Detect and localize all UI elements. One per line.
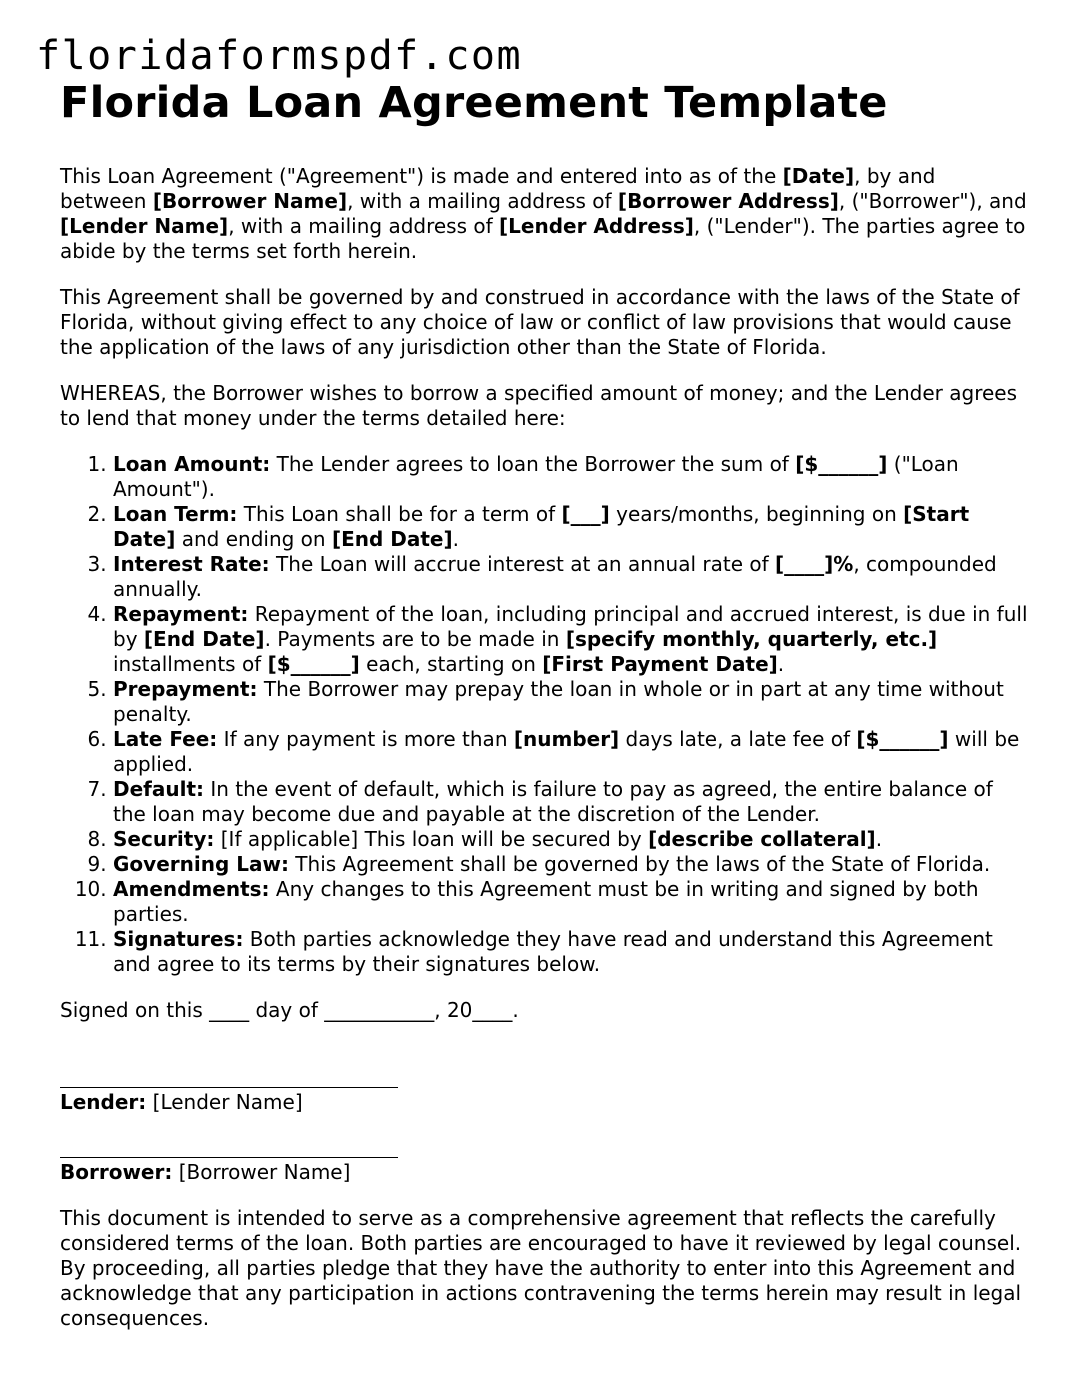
borrower-label: Borrower:	[60, 1160, 173, 1184]
borrower-name-text: [Borrower Name]	[172, 1160, 351, 1184]
term-label: Governing Law:	[113, 852, 289, 876]
term-text: Repayment of the loan, including principal and accrued interest, is due in full by	[113, 602, 1028, 651]
interest-rate-placeholder: [____]%	[775, 552, 854, 576]
term-text: will be applied.	[113, 727, 1020, 776]
borrower-signature-block	[60, 1135, 1028, 1185]
intro-text-2: , by and between	[60, 164, 936, 213]
term-late-fee	[113, 727, 1028, 777]
term-text: Both parties acknowledge they have read and understand this Agreement and agree to its terms by their signatures below.	[113, 927, 993, 976]
loan-amount-placeholder: [$______]	[795, 452, 888, 476]
lender-name-placeholder: [Lender Name]	[60, 214, 229, 238]
term-amendments	[113, 877, 1028, 927]
term-loan-amount	[113, 452, 1028, 502]
intro-text-1: This Loan Agreement ("Agreement") is made and entered into as of the	[60, 164, 783, 188]
whereas-paragraph: WHEREAS, the Borrower wishes to borrow a specified amount of money; and the Lender agrees to lend that money under the terms detailed here:	[60, 381, 1018, 430]
term-default	[113, 777, 1028, 827]
term-label: Loan Term:	[113, 502, 238, 526]
terms-list	[60, 452, 1028, 977]
term-security	[113, 827, 1028, 852]
term-text: .	[777, 652, 785, 676]
term-label: Repayment:	[113, 602, 249, 626]
collateral-placeholder: [describe collateral]	[648, 827, 876, 851]
term-label: Signatures:	[113, 927, 244, 951]
term-text: , compounded annually.	[113, 552, 997, 601]
term-text: years/months, beginning on	[609, 502, 904, 526]
term-text: and ending on	[175, 527, 332, 551]
term-text: This Loan shall be for a term of	[237, 502, 562, 526]
term-text: .	[875, 827, 883, 851]
term-label: Late Fee:	[113, 727, 218, 751]
intro-text-4: , ("Borrower"), and	[838, 189, 1027, 213]
term-signatures	[113, 927, 1028, 977]
term-text: . Payments are to be made in	[264, 627, 566, 651]
late-fee-placeholder: [$______]	[856, 727, 949, 751]
term-text: This Agreement shall be governed by the laws of the State of Florida.	[288, 852, 991, 876]
intro-text-5: , with a mailing address of	[228, 214, 500, 238]
term-prepayment	[113, 677, 1028, 727]
installment-amount-placeholder: [$______]	[267, 652, 360, 676]
term-text: .	[452, 527, 459, 551]
term-loan-term	[113, 502, 1028, 552]
term-label: Default:	[113, 777, 205, 801]
term-label: Prepayment:	[113, 677, 258, 701]
term-text: The Loan will accrue interest at an annual rate of	[269, 552, 776, 576]
first-payment-date-placeholder: [First Payment Date]	[542, 652, 778, 676]
term-repayment	[113, 602, 1028, 677]
start-date-placeholder: [Start Date]	[113, 502, 970, 551]
lender-name-text: [Lender Name]	[146, 1090, 303, 1114]
term-text: [If applicable] This loan will be secured by	[214, 827, 649, 851]
document-page	[60, 76, 1028, 1352]
term-text: installments of	[113, 652, 268, 676]
intro-text-3: , with a mailing address of	[347, 189, 618, 213]
term-text: In the event of default, which is failure to pay as agreed, the entire balance of the loan may become due and payable at the discretion of the Lender.	[113, 777, 993, 826]
term-label: Security:	[113, 827, 215, 851]
borrower-name-placeholder: [Borrower Name]	[152, 189, 348, 213]
term-label: Loan Amount:	[113, 452, 271, 476]
loan-term-placeholder: [___]	[561, 502, 610, 526]
end-date-placeholder: [End Date]	[143, 627, 265, 651]
end-date-placeholder: [End Date]	[331, 527, 453, 551]
signed-on-line: Signed on this ____ day of ___________, 20____.	[60, 998, 519, 1022]
closing-paragraph: This document is intended to serve as a comprehensive agreement that reflects the carefully considered terms of the loan. Both parties are encouraged to have it reviewed by legal counsel. By proceeding, all parties pledge that they have the authority to enter into this Agreement and acknowledge that any participation in actions contravening the terms herein may result in legal consequences.	[60, 1206, 1022, 1330]
intro-text-6: , ("Lender"). The parties agree to abide by the terms set forth herein.	[60, 214, 1026, 263]
site-watermark: floridaformspdf.com	[36, 33, 523, 79]
term-text: ("Loan Amount").	[113, 452, 959, 501]
date-placeholder: [Date]	[782, 164, 855, 188]
governing-paragraph: This Agreement shall be governed by and construed in accordance with the laws of the State of Florida, without giving effect to any choice of law or conflict of law provisions that would cause the application of the laws of any jurisdiction other than the State of Florida.	[60, 285, 1020, 359]
spacer	[60, 1044, 1028, 1065]
term-label: Amendments:	[113, 877, 270, 901]
document-title: Florida Loan Agreement Template	[60, 78, 888, 128]
borrower-signature-label	[60, 1160, 1028, 1185]
term-text: Any changes to this Agreement must be in writing and signed by both parties.	[113, 877, 979, 926]
intro-paragraph	[60, 164, 1028, 264]
lender-signature-line[interactable]	[60, 1065, 398, 1088]
term-text: days late, a late fee of	[619, 727, 857, 751]
payment-frequency-placeholder: [specify monthly, quarterly, etc.]	[565, 627, 938, 651]
lender-signature-block	[60, 1065, 1028, 1115]
term-governing-law	[113, 852, 1028, 877]
term-label: Interest Rate:	[113, 552, 270, 576]
term-text: The Borrower may prepay the loan in whole or in part at any time without penalty.	[113, 677, 1004, 726]
borrower-signature-line[interactable]	[60, 1135, 398, 1158]
borrower-address-placeholder: [Borrower Address]	[617, 189, 839, 213]
term-text: If any payment is more than	[217, 727, 514, 751]
lender-address-placeholder: [Lender Address]	[499, 214, 694, 238]
term-interest-rate	[113, 552, 1028, 602]
term-text: each, starting on	[359, 652, 543, 676]
term-text: The Lender agrees to loan the Borrower the sum of	[270, 452, 796, 476]
late-days-placeholder: [number]	[513, 727, 620, 751]
lender-label: Lender:	[60, 1090, 147, 1114]
lender-signature-label	[60, 1090, 1028, 1115]
